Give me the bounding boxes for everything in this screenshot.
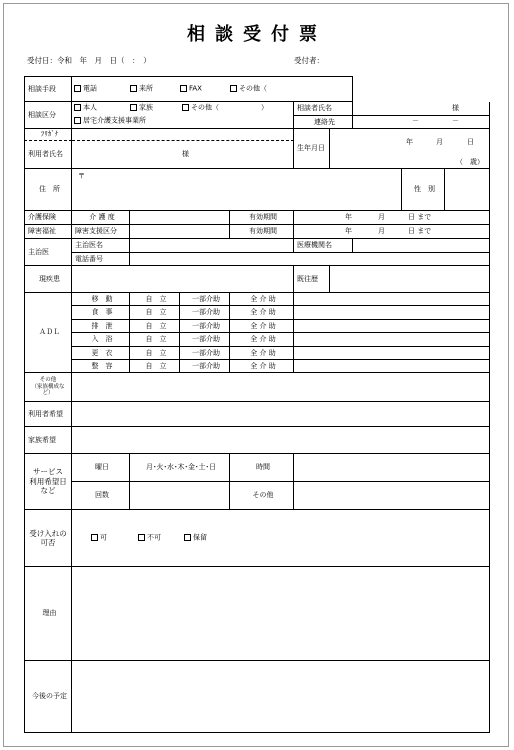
checkbox-icon[interactable] (184, 534, 191, 541)
adl-independent-option[interactable]: 自 立 (130, 360, 180, 373)
birth-month-unit: 月 (436, 138, 443, 146)
care-valid-field[interactable] (294, 211, 490, 225)
birth-date-label: 生年月日 (294, 129, 330, 169)
consultant-name-label: 相談者氏名 (294, 102, 353, 116)
adl-label: ＡＤＬ (24, 293, 72, 373)
period-year: 年 (345, 213, 352, 221)
adl-item: 整 容 (72, 360, 130, 373)
user-name-field[interactable]: 様 (72, 141, 294, 169)
checkbox-label: 居宅介護支援事業所 (83, 116, 146, 125)
adl-independent-option[interactable]: 自 立 (130, 347, 180, 360)
illness-history-field[interactable] (330, 266, 490, 293)
category-self-option[interactable] (74, 104, 97, 112)
checkbox-icon[interactable] (230, 85, 237, 92)
care-valid-label: 有効期間 (230, 211, 294, 225)
user-wish-field[interactable] (72, 402, 490, 427)
period-year: 年 (345, 227, 352, 235)
accept-yes-option[interactable] (91, 534, 107, 542)
adl-partial-option[interactable]: 一部介助 (180, 347, 230, 360)
adl-note-field[interactable] (294, 360, 490, 373)
adl-partial-option[interactable]: 一部介助 (180, 360, 230, 373)
acceptance-options (72, 510, 490, 567)
doctor-label: 主治医 (24, 239, 72, 266)
birth-day-unit: 日 (467, 138, 474, 146)
checkbox-label: 可 (100, 533, 107, 542)
category-other-option[interactable] (182, 104, 268, 112)
checkbox-label: FAX (189, 84, 202, 93)
doctor-phone-label: 電話番号 (72, 253, 130, 266)
postal-mark: 〒 (78, 172, 85, 180)
method-phone-option[interactable] (74, 85, 97, 93)
reason-label: 理由 (24, 567, 72, 661)
checkbox-icon[interactable] (138, 534, 145, 541)
reason-field[interactable] (72, 567, 490, 661)
institution-label: 医療機関名 (294, 239, 353, 253)
current-illness-label: 現疾患 (24, 266, 72, 293)
adl-item: 更 衣 (72, 347, 130, 360)
period-month: 月 (378, 213, 385, 221)
adl-item: 排 泄 (72, 320, 130, 333)
method-visit-option[interactable] (130, 85, 153, 93)
days-label: 曜日 (72, 454, 130, 482)
adl-item: 食 事 (72, 306, 130, 320)
checkbox-label: 不可 (147, 533, 161, 542)
address-field[interactable] (72, 169, 402, 211)
contact-dash: － (452, 117, 459, 125)
adl-note-field[interactable] (294, 293, 490, 306)
doctor-name-field[interactable] (130, 239, 294, 253)
furigana-field[interactable] (72, 129, 294, 141)
receiver-field[interactable]: 受付者： (294, 56, 324, 65)
disability-level-label: 障害支援区分 (72, 225, 130, 239)
period-day: 日 まで (408, 213, 432, 221)
illness-history-label: 既往歴 (294, 266, 330, 293)
disability-valid-label: 有効期間 (230, 225, 294, 239)
checkbox-label: 来所 (139, 84, 153, 93)
days-field[interactable]: 月･火･水･木･金･土･日 (130, 454, 230, 482)
adl-partial-option[interactable]: 一部介助 (180, 306, 230, 320)
doctor-name-label: 主治医名 (72, 239, 130, 253)
checkbox-label: その他（ (239, 84, 267, 93)
plan-label: 今後の予定 (24, 661, 72, 733)
count-field[interactable] (130, 482, 230, 510)
other-note-label: その他 （家族構成な ど） (24, 373, 72, 402)
adl-full-option[interactable]: 全 介 助 (230, 293, 294, 306)
birth-year-unit: 年 (406, 138, 413, 146)
contact-dash: － (412, 117, 419, 125)
current-illness-field[interactable] (72, 266, 294, 293)
time-field[interactable] (294, 454, 490, 482)
method-fax-option[interactable] (180, 85, 202, 93)
service-label: サービス 利用希望日 など (24, 454, 72, 510)
category-care-office-option[interactable] (74, 117, 146, 125)
checkbox-icon[interactable] (74, 104, 81, 111)
user-wish-label: 利用者希望 (24, 402, 72, 427)
received-date-field[interactable]: 受付日：令和 年 月 日（ ： ） (27, 56, 151, 65)
doctor-phone-field[interactable] (130, 253, 490, 266)
contact-field[interactable] (353, 116, 490, 129)
checkbox-icon[interactable] (180, 85, 187, 92)
other-note-field[interactable] (72, 373, 490, 402)
furigana-label: ﾌﾘｶﾞﾅ (24, 129, 72, 141)
care-level-label: 介 護 度 (72, 211, 130, 225)
service-other-field[interactable] (294, 482, 490, 510)
checkbox-icon[interactable] (91, 534, 98, 541)
plan-field[interactable] (72, 661, 490, 733)
checkbox-icon[interactable] (130, 104, 137, 111)
adl-partial-option[interactable]: 一部介助 (180, 333, 230, 347)
checkbox-icon[interactable] (182, 104, 189, 111)
gender-label: 性 別 (402, 169, 445, 211)
time-label: 時間 (230, 454, 294, 482)
adl-independent-option[interactable]: 自 立 (130, 333, 180, 347)
care-level-field[interactable] (130, 211, 230, 225)
user-name-label: 利用者氏名 (24, 141, 72, 169)
form-title: 相談受付票 (187, 24, 327, 45)
category-family-option[interactable] (130, 104, 153, 112)
period-month: 月 (378, 227, 385, 235)
adl-item: 移 動 (72, 293, 130, 306)
adl-full-option[interactable]: 全 介 助 (230, 360, 294, 373)
method-label: 相談手段 (24, 76, 72, 102)
adl-partial-option[interactable]: 一部介助 (180, 293, 230, 306)
adl-item: 入 浴 (72, 333, 130, 347)
checkbox-label: 家族 (139, 103, 153, 112)
accept-no-option[interactable] (138, 534, 161, 542)
adl-independent-option[interactable]: 自 立 (130, 306, 180, 320)
method-options (72, 76, 353, 102)
checkbox-icon[interactable] (74, 85, 81, 92)
age-field[interactable]: （ 歳） (456, 158, 484, 166)
address-label: 住 所 (24, 169, 72, 211)
contact-label: 連絡先 (294, 116, 353, 129)
adl-independent-option[interactable]: 自 立 (130, 320, 180, 333)
adl-independent-option[interactable]: 自 立 (130, 293, 180, 306)
checkbox-icon[interactable] (74, 117, 81, 124)
count-label: 回数 (72, 482, 130, 510)
adl-note-field[interactable] (294, 320, 490, 333)
adl-note-field[interactable] (294, 306, 490, 320)
adl-full-option[interactable]: 全 介 助 (230, 347, 294, 360)
adl-note-field[interactable] (294, 333, 490, 347)
adl-full-option[interactable]: 全 介 助 (230, 306, 294, 320)
disability-level-field[interactable] (130, 225, 230, 239)
checkbox-label: 電話 (83, 84, 97, 93)
checkbox-icon[interactable] (130, 85, 137, 92)
adl-partial-option[interactable]: 一部介助 (180, 320, 230, 333)
accept-hold-option[interactable] (184, 534, 207, 542)
period-day: 日 まで (408, 227, 432, 235)
checkbox-label: その他（ ） (191, 103, 268, 112)
method-other-option[interactable] (230, 85, 267, 93)
family-wish-field[interactable] (72, 427, 490, 454)
disability-valid-field[interactable] (294, 225, 490, 239)
care-insurance-label: 介護保険 (24, 211, 72, 225)
adl-full-option[interactable]: 全 介 助 (230, 333, 294, 347)
institution-field[interactable] (353, 239, 490, 253)
adl-full-option[interactable]: 全 介 助 (230, 320, 294, 333)
category-label: 相談区分 (24, 102, 72, 129)
checkbox-label: 本人 (83, 103, 97, 112)
service-other-label: その他 (230, 482, 294, 510)
disability-label: 障害福祉 (24, 225, 72, 239)
checkbox-label: 保留 (193, 533, 207, 542)
family-wish-label: 家族希望 (24, 427, 72, 454)
consultant-name-field[interactable]: 様 (353, 102, 490, 116)
gender-field[interactable] (445, 169, 490, 211)
adl-note-field[interactable] (294, 347, 490, 360)
acceptance-label: 受け入れの 可否 (24, 510, 72, 567)
